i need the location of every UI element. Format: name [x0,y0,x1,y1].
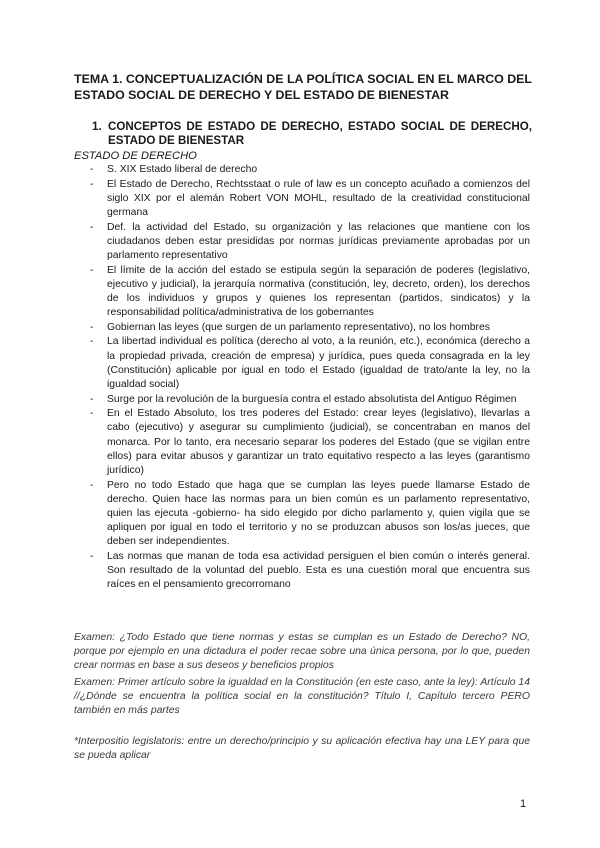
bullet-marker: - [90,221,94,233]
list-item-text: Def. la actividad del Estado, su organización y las relaciones que mantiene con los ciudadanos deben estar presididas por normas jurídicas previamente aprobadas por un parlamento representativo [107,221,530,261]
list-item-text: La libertad individual es política (derecho al voto, a la reunión, etc.), económica (derecho a la propiedad privada, creación de empresa) y jurídica, pues queda consagrada en la ley (Constitución) aplicable por igual en todo el Estado (igualdad de trato/ante la ley, no la igualdad social) [107,336,530,390]
list-item [74,163,530,177]
list-item [74,221,530,264]
bullet-marker: - [90,164,94,175]
list-item [74,178,530,221]
bullet-marker: - [90,321,94,333]
list-item-text: Pero no todo Estado que haga que se cumplan las leyes puede llamarse Estado de derecho. Quien hace las normas para un bien común es un parlamento representativo, quien las ejecuta -gobierno- ha sido elegido por dicho parlamento y, quien vigila que se apliquen por igual en todo el territorio y no se produzcan abusos son los/as jueces, que deben ser independientes. [107,479,530,548]
footnote-interpositio: *Interpositio legislatoris: entre un derecho/principio y su aplicación efectiva hay una LEY para que se pueda aplicar [74,736,530,762]
list-item [74,393,530,407]
list-item-text: Gobiernan las leyes (que surgen de un parlamento representativo), no los hombres [107,321,490,333]
list-item [74,264,530,321]
list-item [74,321,530,335]
bullet-list [74,163,530,593]
bullet-marker: - [90,393,94,405]
bullet-marker: - [90,479,94,491]
page-number: 1 [520,798,527,810]
section-number: 1. [92,120,102,133]
section-heading [92,120,532,148]
bullet-marker: - [90,551,94,562]
list-item [74,407,530,478]
list-item-text: El límite de la acción del estado se estipula según la separación de poderes (legislativo, ejecutivo y judicial), la jerarquía normativa (constitución, ley, decreto, orden), los derechos de los individuos y grupos y quienes los representan (partidos, sindicatos) y la responsabilidad política/administrativa de los gobernantes [107,264,530,319]
list-item-text: En el Estado Absoluto, los tres poderes del Estado: crear leyes (legislativo), llevarlas a cabo (ejecutivo) y asegurar su cumplimiento (judicial), se concentraban en manos del monarca. Por lo tanto, era necesario separar los poderes del Estado (que se vigilan entre ellos) para evitar abusos y garantizar un trato equitativo respecto a las leyes (garantismo jurídico) [107,408,530,476]
bullet-marker: - [90,336,94,348]
bullet-marker: - [90,408,94,420]
subheading-estado-de-derecho: ESTADO DE DERECHO [74,150,197,162]
list-item [74,479,530,550]
exam-note-1: Examen: ¿Todo Estado que tiene normas y estas se cumplan es un Estado de Derecho? NO, porque por ejemplo en una dictadura el poder recae sobre una única persona, por lo que, pueden crear normas en base a sus deseos y beneficios propios [74,632,530,672]
list-item-text: Surge por la revolución de la burguesía contra el estado absolutista del Antiguo Régimen [107,393,517,405]
list-item-text: S. XIX Estado liberal de derecho [107,164,258,175]
section-heading-text: CONCEPTOS DE ESTADO DE DERECHO, ESTADO SOCIAL DE DERECHO, ESTADO DE BIENESTAR [108,120,532,147]
list-item-text: El Estado de Derecho, Rechtsstaat o rule of law es un concepto acuñado a comienzos del siglo XIX por el alemán Robert VON MOHL, resultado de la creatividad constitucional germana [107,178,530,218]
list-item-text: Las normas que manan de toda esa actividad persiguen el bien común o interés general. Son resultado de la voluntad del pueblo. Esta es una cuestión moral que encuentra sus raíces en el pensamiento grecorromano [107,551,530,591]
list-item [74,335,530,392]
list-item [74,550,530,593]
bullet-marker: - [90,264,94,276]
bullet-marker: - [90,178,94,190]
exam-note-2: Examen: Primer artículo sobre la igualdad en la Constitución (en este caso, ante la ley): Artículo 14 //¿Dónde se encuentra la política social en la constitución? Título I, Capítulo tercero PERO también en más partes [74,677,530,717]
document-title: TEMA 1. CONCEPTUALIZACIÓN DE LA POLÍTICA SOCIAL EN EL MARCO DEL ESTADO SOCIAL DE DERECHO Y DEL ESTADO DE BIENESTAR [74,72,532,102]
